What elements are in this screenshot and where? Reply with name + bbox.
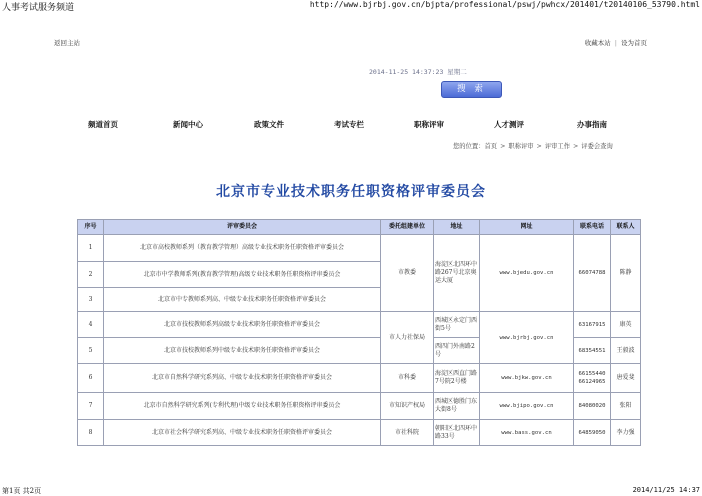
phone-line: 66155440 — [578, 371, 606, 377]
cell-phone — [574, 364, 611, 393]
nav-item-policy[interactable]: 政策文件 — [254, 120, 284, 129]
header-phone: 联系电话 — [574, 220, 611, 235]
header-address: 地址 — [434, 220, 480, 235]
cell-unit: 市科委 — [381, 364, 434, 393]
cell-committee: 北京市自然科学研究系列高、中级专业技术职务任职资格评审委员会 — [104, 364, 381, 393]
cell-no: 5 — [78, 338, 104, 364]
cell-committee: 北京市自然科学研究系列(专利代理)中级专业技术职务任职资格评审委员会 — [104, 393, 381, 420]
cell-address: 海淀区西直门路7号院2号楼 — [434, 364, 480, 393]
cell-no: 7 — [78, 393, 104, 420]
cell-committee: 北京市技校教师系列中级专业技术职务任职资格评审委员会 — [104, 338, 381, 364]
committee-table — [77, 219, 641, 446]
cell-phone: 63167915 — [574, 312, 611, 338]
nav-item-exam[interactable]: 考试专栏 — [334, 120, 364, 129]
cell-website[interactable]: www.bjkw.gov.cn — [480, 364, 574, 393]
cell-address: 西城区德胜门东大街8号 — [434, 393, 480, 420]
breadcrumb-committee-query[interactable]: 评委会查询 — [581, 143, 613, 150]
cell-committee: 北京市中学教师系列(教育教学管理)高级专业技术职务任职资格评审委员会 — [104, 262, 381, 288]
header-no: 序号 — [78, 220, 104, 235]
page-title: 北京市专业技术职务任职资格评审委员会 — [216, 184, 486, 200]
table-row — [78, 235, 641, 262]
breadcrumb-title-review[interactable]: 职称评审 — [508, 143, 534, 150]
cell-unit: 市教委 — [381, 235, 434, 312]
nav-item-news[interactable]: 新闻中心 — [173, 120, 203, 129]
breadcrumb-home[interactable]: 您的位置：首页 — [453, 143, 498, 150]
header-committee: 评审委员会 — [104, 220, 381, 235]
table-row — [78, 364, 641, 393]
cell-website[interactable]: www.bjrbj.gov.cn — [480, 312, 574, 364]
cell-committee: 北京市技校教师系列高级专业技术职务任职资格评审委员会 — [104, 312, 381, 338]
cell-phone: 64859050 — [574, 420, 611, 446]
cell-phone: 84080020 — [574, 393, 611, 420]
cell-no: 6 — [78, 364, 104, 393]
cell-no: 2 — [78, 262, 104, 288]
divider: | — [614, 39, 617, 47]
cell-contact: 康英 — [611, 312, 641, 338]
header-website: 网址 — [480, 220, 574, 235]
page-number: 第1页 共2页 — [2, 487, 42, 495]
chevron-right-icon: > — [500, 143, 506, 150]
cell-contact: 李力强 — [611, 420, 641, 446]
cell-contact: 张阳 — [611, 393, 641, 420]
table-row — [78, 393, 641, 420]
header-contact: 联系人 — [611, 220, 641, 235]
cell-no: 1 — [78, 235, 104, 262]
cell-address: 西四门外南路2号 — [434, 338, 480, 364]
cell-contact: 陈静 — [611, 235, 641, 312]
cell-no: 4 — [78, 312, 104, 338]
cell-no: 8 — [78, 420, 104, 446]
print-datetime: 2014/11/25 14:37 — [632, 486, 700, 494]
cell-committee: 北京市社会科学研究系列高、中级专业技术职务任职资格评审委员会 — [104, 420, 381, 446]
nav-item-title-review[interactable]: 职称评审 — [414, 120, 444, 129]
main-nav — [0, 119, 702, 129]
table-header-row — [78, 220, 641, 235]
print-header-site: 人事考试服务频道 — [2, 3, 75, 13]
cell-committee: 北京市高校教师系列（教育教学管理）高级专业技术职务任职资格评审委员会 — [104, 235, 381, 262]
cell-no: 3 — [78, 288, 104, 312]
cell-website[interactable]: www.bjipo.gov.cn — [480, 393, 574, 420]
cell-phone: 68354551 — [574, 338, 611, 364]
cell-unit: 市社科院 — [381, 420, 434, 446]
cell-address: 西城区永定门西街5号 — [434, 312, 480, 338]
nav-item-guide[interactable]: 办事指南 — [577, 120, 607, 129]
nav-item-home[interactable]: 频道首页 — [88, 120, 118, 129]
table-row — [78, 420, 641, 446]
search-button[interactable]: 搜 索 — [441, 81, 502, 98]
print-header-url[interactable]: http://www.bjrbj.gov.cn/bjpta/professional/pswj/pwhcx/201401/t20140106_53790.html — [309, 0, 700, 9]
breadcrumb-review-work[interactable]: 评审工作 — [544, 143, 571, 150]
chevron-right-icon: > — [536, 143, 542, 150]
chevron-right-icon: > — [573, 143, 579, 150]
current-datetime: 2014-11-25 14:37:23 星期二 — [369, 68, 467, 76]
nav-item-assessment[interactable]: 人才测评 — [494, 120, 524, 129]
cell-unit: 市人力社保局 — [381, 312, 434, 364]
table-row — [78, 312, 641, 338]
cell-unit: 市知识产权局 — [381, 393, 434, 420]
breadcrumb — [453, 141, 613, 150]
phone-line: 66124965 — [578, 379, 606, 385]
cell-address: 海淀区北四环中路267号北京奥运大厦 — [434, 235, 480, 312]
cell-contact: 王毅波 — [611, 338, 641, 364]
back-to-main-link[interactable]: 返回主站 — [54, 39, 80, 47]
cell-website[interactable]: www.bass.gov.cn — [480, 420, 574, 446]
set-home-link[interactable]: 设为首页 — [621, 39, 647, 47]
cell-contact: 唐爱斐 — [611, 364, 641, 393]
cell-committee: 北京市中专教师系列高、中级专业技术职务任职资格评审委员会 — [104, 288, 381, 312]
cell-website[interactable]: www.bjedu.gov.cn — [480, 235, 574, 312]
bookmark-link[interactable]: 收藏本站 — [584, 39, 611, 47]
cell-phone: 66074788 — [574, 235, 611, 312]
cell-address: 朝阳区北四环中路33号 — [434, 420, 480, 446]
header-unit: 委托组建单位 — [381, 220, 434, 235]
topbar-links — [585, 38, 647, 47]
